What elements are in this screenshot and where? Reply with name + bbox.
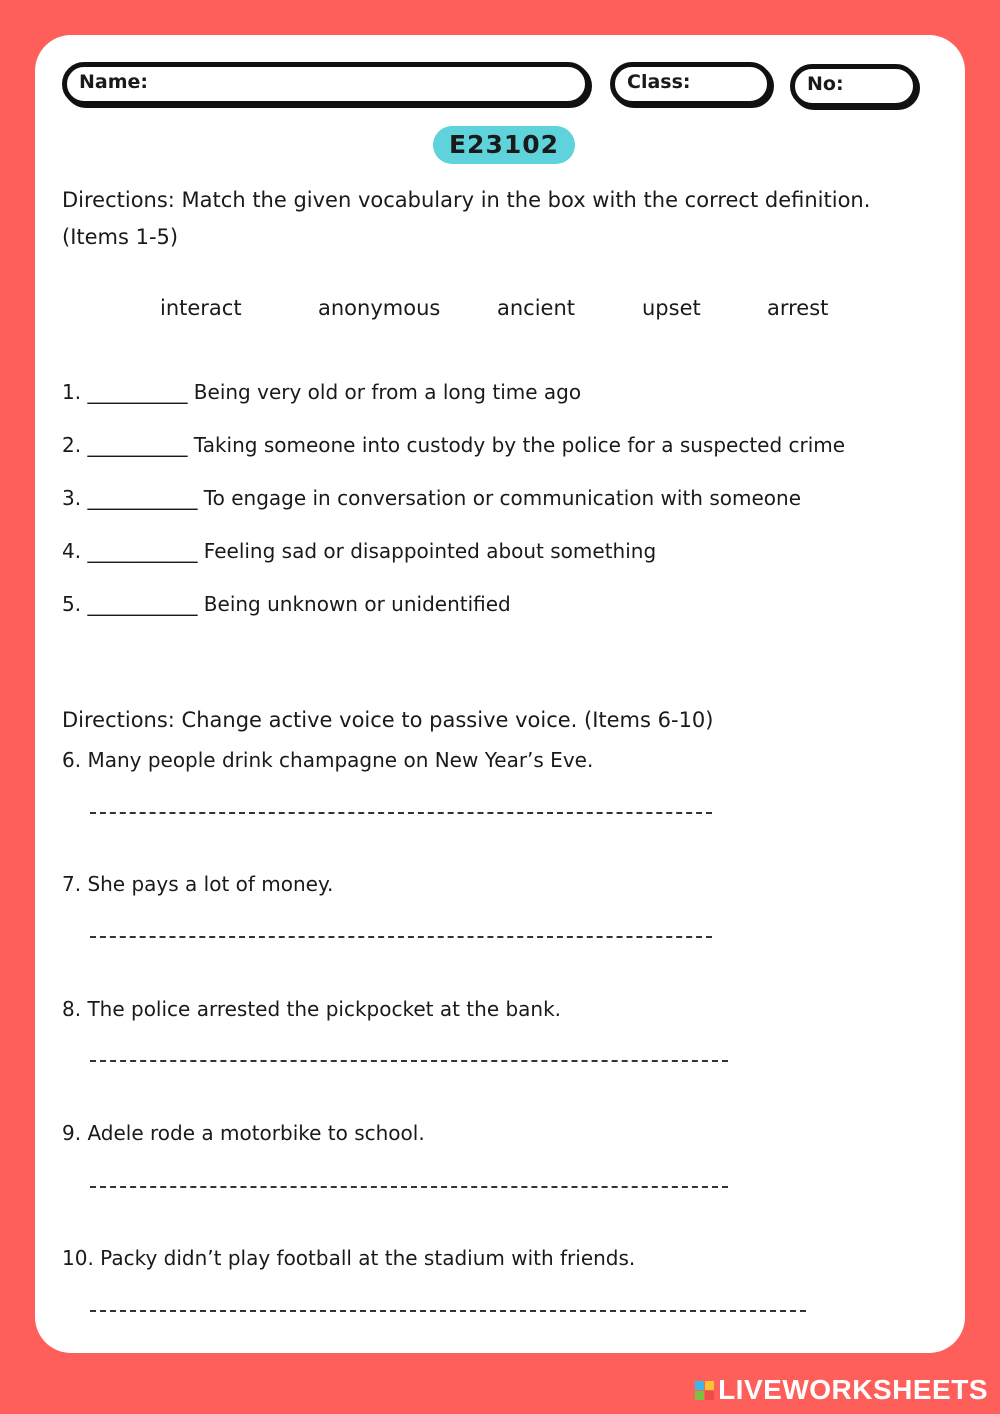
answer-line[interactable] xyxy=(90,1186,728,1188)
passive-question: 9. Adele rode a motorbike to school. xyxy=(62,1121,425,1145)
vocab-word: anonymous xyxy=(318,296,441,320)
section1-directions: Directions: Match the given vocabulary in the box with the correct definition. xyxy=(62,188,871,212)
vocab-word: interact xyxy=(160,296,242,320)
name-label: Name: xyxy=(79,71,149,93)
liveworksheets-logo[interactable] xyxy=(695,1374,988,1406)
passive-question: 10. Packy didn’t play football at the stadium with friends. xyxy=(62,1246,636,1270)
match-item[interactable]: 4. ___________ Feeling sad or disappointed about something xyxy=(62,539,657,563)
class-field[interactable] xyxy=(610,62,772,106)
worksheet-code-badge: E23102 xyxy=(433,126,575,164)
passive-question: 8. The police arrested the pickpocket at the bank. xyxy=(62,997,562,1021)
answer-line[interactable] xyxy=(90,1060,728,1062)
section2-directions: Directions: Change active voice to passive voice. (Items 6-10) xyxy=(62,708,714,732)
vocab-word: ancient xyxy=(497,296,576,320)
match-item[interactable]: 1. __________ Being very old or from a long time ago xyxy=(62,380,582,404)
passive-question: 6. Many people drink champagne on New Year’s Eve. xyxy=(62,748,594,772)
match-item[interactable]: 2. __________ Taking someone into custody by the police for a suspected crime xyxy=(62,433,846,457)
match-item[interactable]: 5. ___________ Being unknown or unidentified xyxy=(62,592,511,616)
passive-question: 7. She pays a lot of money. xyxy=(62,872,334,896)
answer-line[interactable] xyxy=(90,936,712,938)
number-label: No: xyxy=(807,73,844,95)
class-label: Class: xyxy=(627,71,691,93)
answer-line[interactable] xyxy=(90,1310,806,1312)
vocab-word: arrest xyxy=(767,296,829,320)
vocab-word: upset xyxy=(642,296,701,320)
section1-directions-items: (Items 1-5) xyxy=(62,225,179,249)
name-field[interactable] xyxy=(62,62,590,106)
answer-line[interactable] xyxy=(90,812,712,814)
match-item[interactable]: 3. ___________ To engage in conversation or communication with someone xyxy=(62,486,801,510)
liveworksheets-logo-icon xyxy=(695,1381,714,1400)
brand-name: LIVEWORKSHEETS xyxy=(718,1374,988,1405)
number-field[interactable] xyxy=(790,64,918,108)
